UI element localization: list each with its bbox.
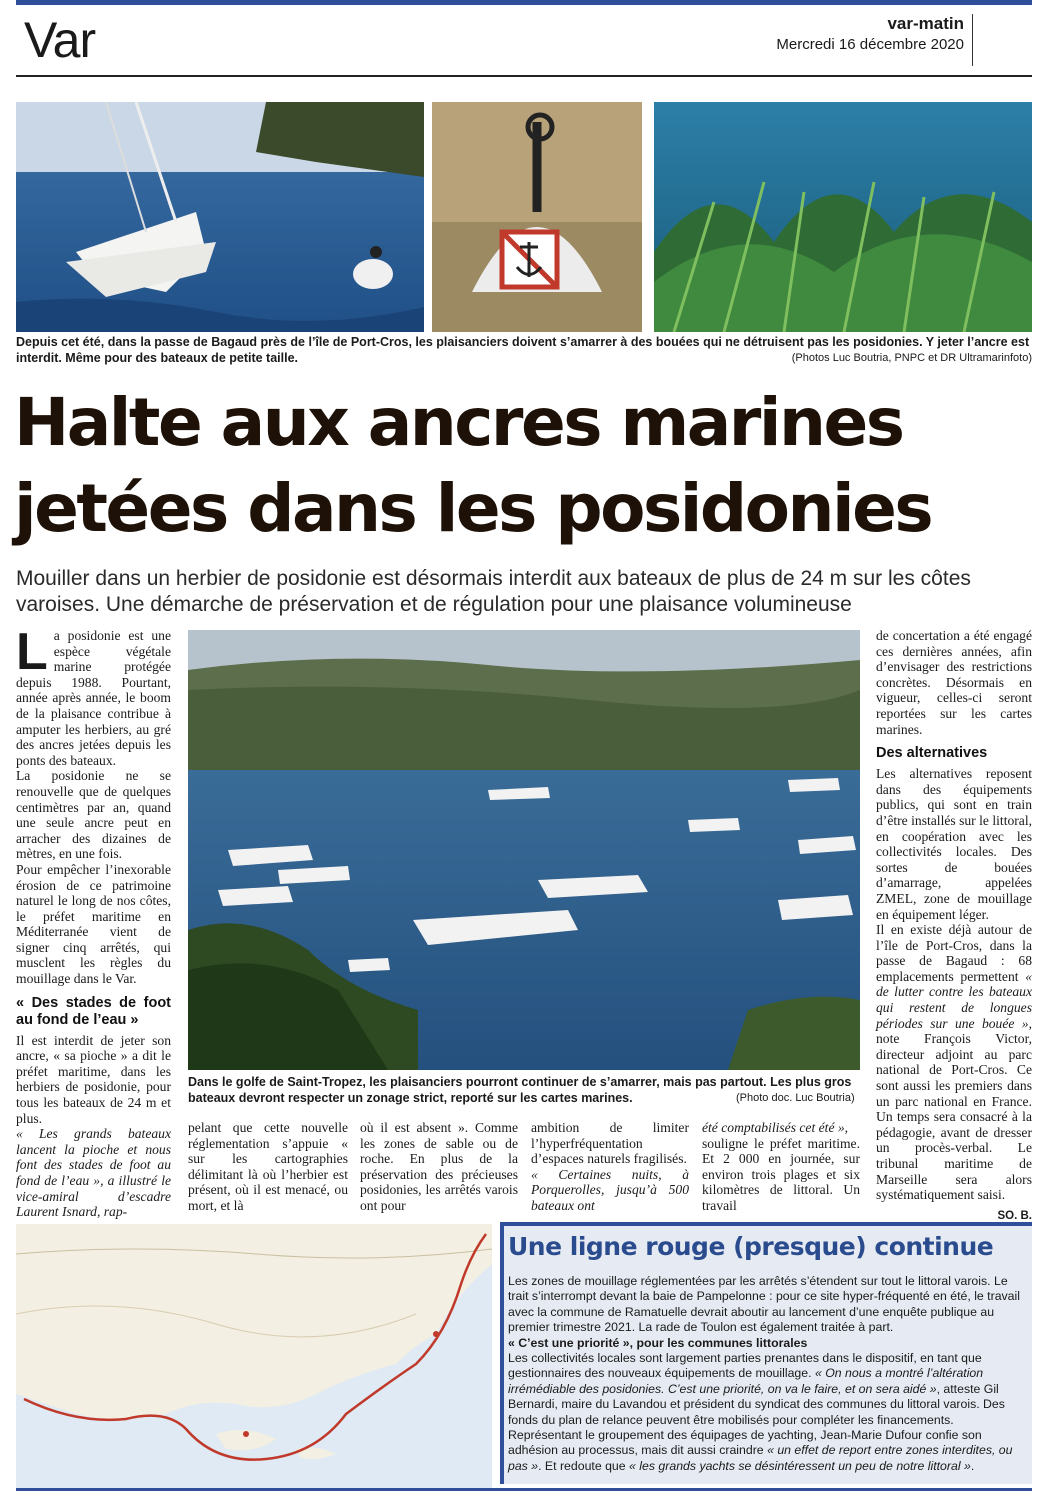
sailboat-photo [16, 102, 424, 332]
paragraph: pelant que cette nouvelle réglementation s’appuie « sur les cartographies délimitant là où l’herbier est présent, où il est menacé, ou mort, et là [188, 1120, 348, 1213]
bottom-accent-bar [16, 1488, 1032, 1491]
box-text [508, 1274, 1024, 1474]
paragraph: Pour empêcher l’inexorable érosion de ce patrimoine naturel le long de nos côtes, le préfet maritime en Méditerranée vient de signer cinq arrêtés, qui musclent les règles du mouillage dans le Var. [16, 861, 171, 987]
publication-date: Mercredi 16 décembre 2020 [776, 36, 964, 53]
paragraph: La posidonie ne se renouvelle que de quelques centimètres par an, quand une seule ancre peut en arracher des dizaines de mètres, en une fois. [16, 768, 171, 862]
text-run: « C’est une priorité », [508, 1335, 634, 1350]
text-run: Il en existe déjà autour de l’île de Port-Cros, dans la passe de Bagaud : 68 emplacements permettent [876, 922, 1032, 984]
subheading: Des alternatives [876, 745, 988, 762]
paragraph [508, 1428, 1024, 1474]
main-photo-caption: Dans le golfe de Saint-Tropez, les plaisanciers pourront continuer de s’amarrer, mais pas partout. Les plus gros bateaux devront respecter un zonage strict, reporté sur les cartes marines. [188, 1075, 852, 1105]
article-column-1 [16, 623, 171, 1220]
author-signature: SO. B. [997, 1209, 1032, 1222]
paragraph: de concertation a été engagé ces dernières années, afin d’envisager des restrictions concrètes. Désormais en vigueur, celles-ci seront reportées sur les cartes marines. [876, 628, 1032, 737]
newspaper-name: var-matin [887, 14, 964, 33]
top-photos-caption: Depuis cet été, dans la passe de Bagaud près de l’île de Port-Cros, les plaisanciers doivent s’amarrer à des bouées qui ne détruisent pas les posidonies. Y jeter l’ancre est interdit. Même pour des bateaux de petite taille. [16, 335, 1030, 365]
text-run: , atteste Gil Bernardi, maire du Lavandou et président du syndicat des communes du littoral varois. Des fonds du plan de relance peuvent être mobilisés pour compléter les financements. [508, 1381, 1005, 1427]
saint-tropez-bay-photo [188, 630, 860, 1070]
posidonia-photo [654, 102, 1032, 332]
article-column-3 [360, 1120, 518, 1214]
paragraph [876, 922, 1032, 1203]
text-run: . [970, 1458, 975, 1473]
paragraph: Les alternatives reposent dans des équipements publics, qui sont en train d’être installés sur le littoral, en coopération avec les collectivités locales. Des sortes de bouées d’amarrage, appelées ZMEL, zone de mouillage en équipement léger. [876, 766, 1032, 922]
box-top-border [500, 1222, 1032, 1226]
paragraph: souligne le préfet maritime. Et 2 000 en journée, sur environ trois plages et six kilomètres de littoral. Un travail [702, 1135, 860, 1213]
paragraph [508, 1351, 1024, 1428]
coastline-map [16, 1224, 492, 1488]
quote: « les grands yachts se désintéressent un peu de notre littoral » [629, 1458, 971, 1473]
paragraph: Les zones de mouillage réglementées par les arrêtés s’étendent sur tout le littoral varois. Le trait s’interrompt devant la baie de Pampelonne : pour ce site hyper-fréquenté en été, le travail avec la commune de Ramatuelle devrait aboutir au lancement d’une enquête publique au premier trimestre 2021. La rade de Toulon est également traitée à part. [508, 1274, 1020, 1335]
header-divider [972, 14, 973, 66]
top-accent-bar [16, 0, 1032, 5]
article-column-5 [702, 1120, 860, 1214]
top-photos-credit: (Photos Luc Boutria, PNPC et DR Ultramarinfoto) [791, 352, 1032, 364]
headline-line-1: Halte aux ancres marines [14, 384, 903, 461]
quote: « un effet de report entre zones interdites, ou pas » [508, 1443, 1013, 1473]
paragraph: où il est absent ». Comme les zones de sable ou de roche. En plus de la préservation des précieuses posidonies, les arrêtés varois ont pour [360, 1120, 518, 1213]
main-photo-credit: (Photo doc. Luc Boutria) [736, 1092, 855, 1104]
headline [14, 380, 1034, 552]
section-title: Var [24, 12, 96, 68]
box-title: Une ligne rouge (presque) continue [508, 1232, 994, 1261]
article-column-4 [531, 1120, 689, 1214]
text-run: pour les communes littorales [633, 1335, 808, 1350]
quote: « de lutter contre les bateaux qui restent de longues périodes sur une bouée » [876, 968, 1032, 1031]
subheading: « Des stades de foot au fond de l’eau » [16, 994, 171, 1028]
article-lead: Mouiller dans un herbier de posidonie est désormais interdit aux bateaux de plus de 24 m sur les côtes varoises. Une démarche de préservation et de régulation pour une plaisance volumineuse [16, 567, 971, 616]
article-column-2 [188, 1120, 348, 1214]
paragraph: « Les grands bateaux lancent la pioche et nous font des stades de foot au fond de l’eau », a illustré le vice-amiral d’escadre Laurent Isnard, rap- [16, 1126, 171, 1220]
paragraph: « Certaines nuits, à Porquerolles, jusqu’à 500 bateaux ont [531, 1166, 689, 1213]
article-column-6 [876, 628, 1032, 1224]
box-left-border [500, 1222, 504, 1484]
text-run: Représentant le groupement des équipages de yachting, Jean-Marie Dufour confie son adhésion au processus, mais dit aussi craindre [508, 1428, 982, 1458]
quote: « On nous a montré l’altération irrémédiable des posidonies. C’est une priorité, on va le faire, et on sera aidé » [508, 1366, 984, 1396]
text-run: , note François Victor, directeur adjoint au parc national de Port-Cros. Ce sont aussi les premiers dans un parc national en France. Un temps sera consacré à la pédagogie, avant de dresser un procès-verbal. Le tribunal maritime de Marseille sera alors systématiquement saisi. [876, 1015, 1032, 1203]
paragraph: a posidonie est une espèce végétale marine protégée depuis 1988. Pourtant, année après année, le boom de la plaisance contribue à amputer les herbiers, au gré des ancres jetées depuis les ponts des bateaux. [16, 628, 171, 768]
box-subheading [508, 1336, 1024, 1351]
paragraph: Il est interdit de jeter son ancre, « sa pioche » a dit le préfet maritime, dans les herbiers de posidonie, pour tous les bateaux de 24 m et plus. [16, 1032, 171, 1126]
headline-line-2: jetées dans les posidonies [14, 470, 932, 547]
paragraph: été comptabilisés cet été », [702, 1120, 849, 1135]
header-rule [16, 75, 1032, 77]
paragraph: ambition de limiter l’hyperfréquentation d’espaces naturels fragilisés. [531, 1120, 689, 1167]
mooring-buoy-photo [432, 102, 642, 332]
dropcap: L [16, 623, 48, 681]
text-run: . Et redoute que [538, 1458, 630, 1473]
text-run: Les collectivités locales sont largement parties prenantes dans le dispositif, en tant que gestionnaires des nouveaux équipements de mouillage. [508, 1351, 982, 1381]
